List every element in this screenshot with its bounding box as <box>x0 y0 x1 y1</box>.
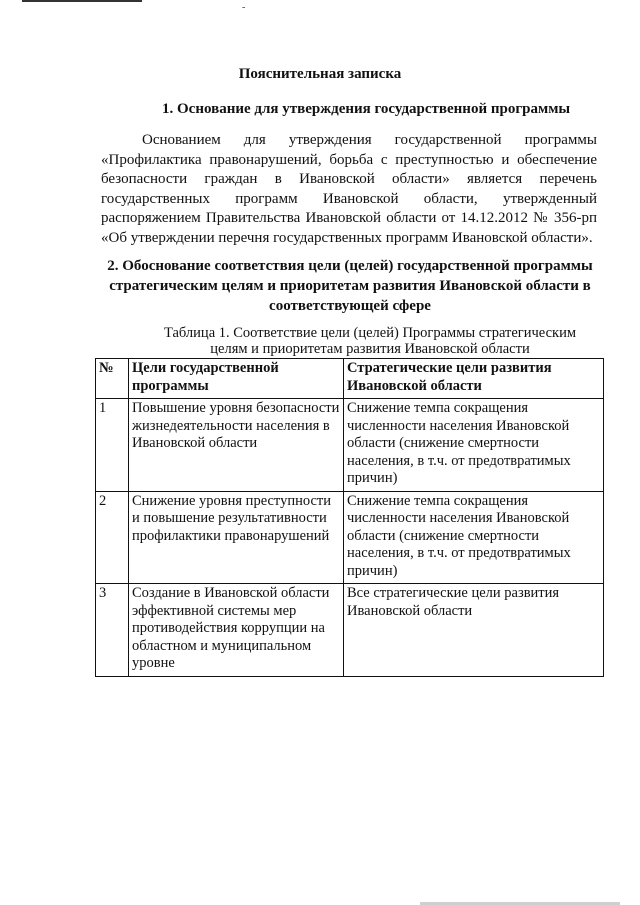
table-header-row <box>96 359 604 399</box>
scan-edge-mark <box>22 0 142 2</box>
goals-table <box>95 358 604 677</box>
table-row <box>96 491 604 584</box>
row-strategic-goal: Снижение темпа сокращения численности населения Ивановской области (снижение смертности населения, в т.ч. от предотвратимых причин) <box>344 491 604 584</box>
table-caption: Таблица 1. Соответствие цели (целей) Программы стратегическим целям и приоритетам развития Ивановской области <box>163 325 577 357</box>
header-program-goals: Цели государственной программы <box>129 359 344 399</box>
row-strategic-goal: Все стратегические цели развития Ивановской области <box>344 584 604 677</box>
row-number: 3 <box>96 584 129 677</box>
row-strategic-goal: Снижение темпа сокращения численности населения Ивановской области (снижение смертности населения, в т.ч. от предотвратимых причин) <box>344 399 604 492</box>
document-title: Пояснительная записка <box>238 66 402 82</box>
header-strategic-goals: Стратегические цели развития Ивановской области <box>344 359 604 399</box>
header-number: № <box>96 359 129 399</box>
row-program-goal: Повышение уровня безопасности жизнедеятельности населения в Ивановской области <box>129 399 344 492</box>
section1-paragraph: Основанием для утверждения государственной программы «Профилактика правонарушений, борьба с преступностью и обеспечение безопасности граждан в Ивановской области» является перечень государственных программ Ивановской области, утвержденный распоряжением Правительства Ивановской области от 14.12.2012 № 356-рп «Об утверждении перечня государственных программ Ивановской области». <box>101 132 597 246</box>
section2-heading: 2. Обоснование соответствия цели (целей) государственной программы стратегическим целям и приоритетам развития Ивановской области в соответствующей сфере <box>107 258 593 314</box>
row-program-goal: Создание в Ивановской области эффективной системы мер противодействия коррупции на областном и муниципальном уровне <box>129 584 344 677</box>
table-row <box>96 584 604 677</box>
row-program-goal: Снижение уровня преступности и повышение результативности профилактики правонарушений <box>129 491 344 584</box>
row-number: 1 <box>96 399 129 492</box>
section1-heading: 1. Основание для утверждения государственной программы <box>162 101 571 117</box>
table-row <box>96 399 604 492</box>
row-number: 2 <box>96 491 129 584</box>
scan-tick-mark: - <box>242 2 246 13</box>
